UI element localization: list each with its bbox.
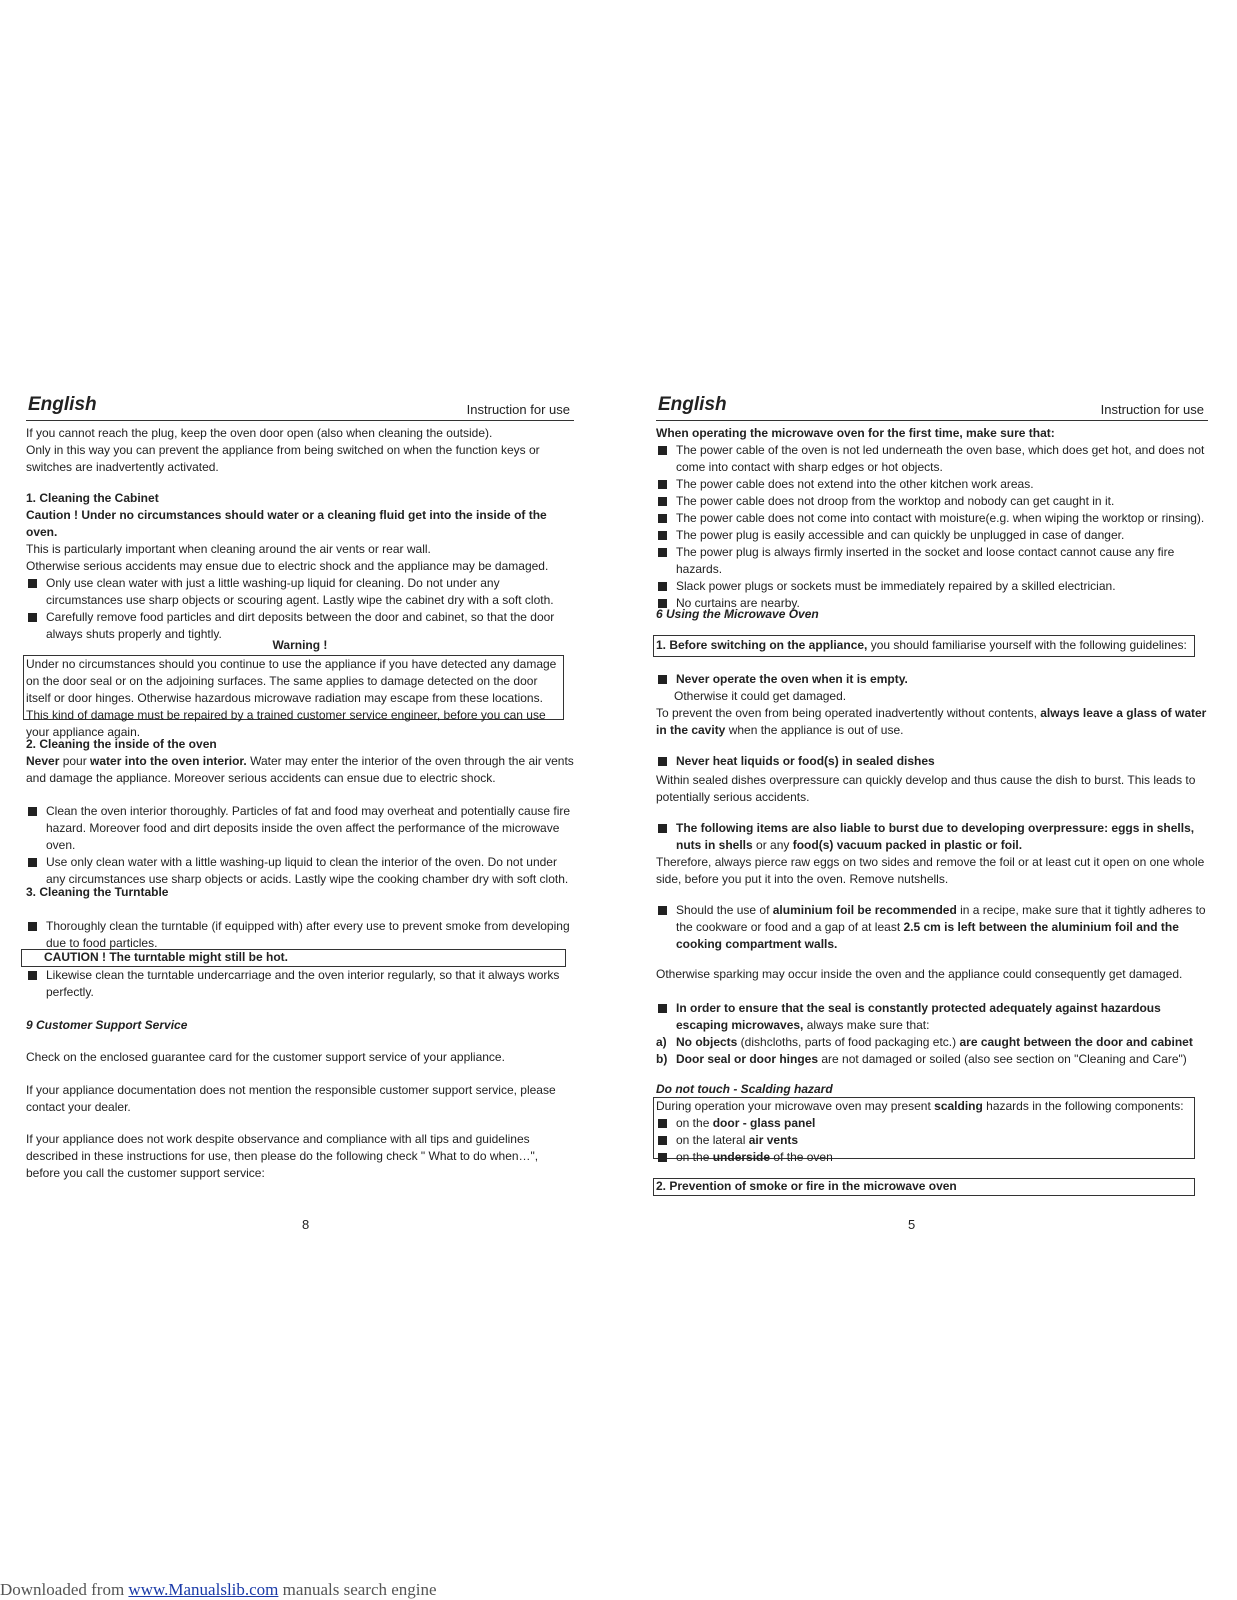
footer-prefix: Downloaded from — [0, 1580, 129, 1599]
list-item: Never heat liquids or food(s) in sealed dishes — [656, 753, 1208, 770]
page-number: 5 — [908, 1217, 916, 1232]
paragraph: Otherwise sparking may occur inside the oven and the appliance could consequently get damaged. — [656, 967, 1183, 981]
list-item: on the underside of the oven — [656, 1149, 1192, 1166]
list-item: b) Door seal or door hinges are not damaged or soiled (also see section on "Cleaning and Care") — [656, 1052, 1187, 1066]
list-item: The power plug is always firmly inserted in the socket and loose contact cannot cause any fire hazards. — [656, 544, 1208, 578]
list-item: In order to ensure that the seal is constantly protected adequately against hazardous escaping microwaves, always make sure that: — [656, 1000, 1208, 1034]
paragraph: If your appliance does not work despite observance and compliance with all tips and guidelines described in these instructions for use, then please do the following check " What to do when…", before you call the customer support service: — [26, 1132, 539, 1180]
bullet-square-icon — [658, 582, 667, 591]
bullet-square-icon — [658, 906, 667, 915]
right-page — [656, 393, 1208, 1193]
footer-suffix: manuals search engine — [278, 1580, 437, 1599]
language-label: English — [28, 394, 97, 415]
cabinet-section — [26, 490, 574, 643]
list-item: Slack power plugs or sockets must be immediately repaired by a skilled electrician. — [656, 578, 1208, 595]
paragraph: To prevent the oven from being operated inadvertently without contents, always leave a glass of water in the cavity when the appliance is out of use. — [656, 706, 1207, 737]
left-page — [26, 393, 574, 1180]
bullet-square-icon — [658, 1119, 667, 1128]
section-heading: 9 Customer Support Service — [26, 1018, 188, 1032]
list-item: on the lateral air vents — [656, 1132, 1192, 1149]
list-item: The power cable does not extend into the other kitchen work areas. — [656, 476, 1208, 493]
turntable-caution-box — [21, 949, 566, 967]
bullet-square-icon — [658, 548, 667, 557]
bullet-square-icon — [658, 497, 667, 506]
bullet-square-icon — [658, 531, 667, 540]
header-subtitle: Instruction for use — [466, 402, 570, 417]
bullet-square-icon — [658, 824, 667, 833]
bullet-square-icon — [658, 757, 667, 766]
section-heading: 1. Cleaning the Cabinet — [26, 491, 159, 505]
bullet-square-icon — [28, 807, 37, 816]
before-switching-box: 1. Before switching on the appliance, you should familiarise yourself with the following guidelines: — [653, 635, 1195, 657]
page-header — [26, 393, 574, 421]
paragraph: Check on the enclosed guarantee card for the customer support service of your appliance. — [26, 1050, 505, 1064]
download-footer — [0, 1581, 437, 1598]
section-heading: Do not touch - Scalding hazard — [656, 1082, 833, 1096]
bullet-square-icon — [658, 1004, 667, 1013]
paragraph: Otherwise serious accidents may ensue due to electric shock and the appliance may be damaged. — [26, 559, 549, 573]
first-time-section — [656, 425, 1208, 612]
intro-text — [26, 425, 574, 476]
paragraph: Therefore, always pierce raw eggs on two sides and remove the foil or at least cut it open on one whole side, before you put it into the oven. Remove nutshells. — [656, 855, 1205, 886]
paragraph: Within sealed dishes overpressure can quickly develop and thus cause the dish to burst. This leads to potentially serious accidents. — [656, 773, 1196, 804]
prevention-box — [653, 1178, 1195, 1196]
intro-line: If you cannot reach the plug, keep the oven door open (also when cleaning the outside). — [26, 426, 493, 440]
foil-section — [656, 902, 1208, 953]
section-heading: 6 Using the Microwave Oven — [656, 607, 819, 621]
bullet-square-icon — [28, 858, 37, 867]
list-item: The following items are also liable to burst due to developing overpressure: eggs in shells, nuts in shells or any food(s) vacuum packed in plastic or foil. — [656, 820, 1208, 854]
bullet-square-icon — [28, 579, 37, 588]
inside-section — [26, 736, 574, 787]
list-item: The power plug is easily accessible and can quickly be unplugged in case of danger. — [656, 527, 1208, 544]
list-item: The power cable of the oven is not led underneath the oven base, which does get hot, and does not come into contact with sharp edges or hot objects. — [656, 442, 1208, 476]
bullet-square-icon — [658, 514, 667, 523]
turntable-bullet — [26, 967, 574, 1001]
section-heading: 3. Cleaning the Turntable — [26, 885, 169, 899]
warning-box — [23, 655, 564, 739]
list-item: Thoroughly clean the turntable (if equipped with) after every use to prevent smoke from developing due to food particles. — [26, 918, 574, 952]
sealed-section — [656, 753, 1208, 806]
header-subtitle: Instruction for use — [1100, 402, 1204, 417]
page-header — [656, 393, 1208, 421]
list-item: Never operate the oven when it is empty. — [656, 671, 1208, 688]
bullet-square-icon — [658, 675, 667, 684]
bullet-square-icon — [658, 480, 667, 489]
section-heading: 2. Prevention of smoke or fire in the microwave oven — [656, 1179, 957, 1193]
seal-section — [656, 1000, 1208, 1068]
section-heading: 2. Cleaning the inside of the oven — [26, 737, 217, 751]
list-item: Carefully remove food particles and dirt deposits between the door and cabinet, so that the door always shuts properly and tightly. — [26, 609, 574, 643]
warning-text: Under no circumstances should you continue to use the appliance if you have detected any damage on the door seal or on the adjoining surfaces. The same applies to damage detected on the door itself or door hinges. Otherwise hazardous microwave radiation may escape from these locations. This kind of damage must be repaired by a trained customer service engineer, before you can use your appliance again. — [26, 657, 557, 739]
list-item: No curtains are nearby. — [656, 595, 1208, 612]
burst-section — [656, 820, 1208, 888]
caution-text: Caution ! Under no circumstances should water or a cleaning fluid get into the inside of the oven. — [26, 508, 547, 539]
bullet-square-icon — [28, 971, 37, 980]
paragraph: This is particularly important when cleaning around the air vents or rear wall. — [26, 542, 431, 556]
scalding-box — [653, 1097, 1195, 1164]
never-empty-section — [656, 671, 1208, 739]
list-item: Only use clean water with just a little washing-up liquid for cleaning. Do not under any circumstances use sharp objects or scouring agent. Lastly wipe the cabinet dry with a soft cloth. — [26, 575, 574, 609]
list-item: Use only clean water with a little washing-up liquid to clean the interior of the oven. Do not under any circumstances use sharp objects or acids. Lastly wipe the cooking chamber dry with soft cloth. — [26, 854, 574, 888]
turntable-bullet — [26, 918, 574, 952]
paragraph: Never pour water into the oven interior. Water may enter the interior of the oven through the air vents and damage the appliance. Moreover serious accidents can ensue due to electric shock. — [26, 754, 574, 785]
section-heading: When operating the microwave oven for the first time, make sure that: — [656, 426, 1055, 440]
list-item: The power cable does not droop from the worktop and nobody can get caught in it. — [656, 493, 1208, 510]
list-item: Should the use of aluminium foil be recommended in a recipe, make sure that it tightly adheres to the cookware or food and a gap of at least 2.5 cm is left between the aluminium foil and the cooking compartment walls. — [656, 902, 1208, 953]
list-item: The power cable does not come into contact with moisture(e.g. when wiping the worktop or rinsing). — [656, 510, 1208, 527]
list-item: Likewise clean the turntable undercarriage and the oven interior regularly, so that it always works perfectly. — [26, 967, 574, 1001]
paragraph: During operation your microwave oven may present scalding hazards in the following components: — [656, 1099, 1184, 1113]
paragraph: If your appliance documentation does not mention the responsible customer support service, please contact your dealer. — [26, 1083, 556, 1114]
language-label: English — [658, 394, 727, 415]
paragraph: Otherwise it could get damaged. — [674, 689, 847, 703]
inside-bullets — [26, 803, 574, 888]
list-item: on the door - glass panel — [656, 1115, 1192, 1132]
bullet-square-icon — [658, 446, 667, 455]
intro-line: Only in this way you can prevent the appliance from being switched on when the function keys or switches are inadvertently activated. — [26, 443, 540, 474]
page-number: 8 — [302, 1217, 310, 1232]
caution-text: CAUTION ! The turntable might still be hot. — [44, 950, 288, 964]
warning-title: Warning ! — [272, 638, 328, 652]
manualslib-link[interactable]: www.Manualslib.com — [128, 1580, 279, 1599]
bullet-square-icon — [28, 613, 37, 622]
bullet-square-icon — [658, 1153, 667, 1162]
list-item: a) No objects (dishcloths, parts of food packaging etc.) are caught between the door and cabinet — [656, 1035, 1193, 1049]
bullet-square-icon — [658, 1136, 667, 1145]
bullet-square-icon — [28, 922, 37, 931]
list-item: Clean the oven interior thoroughly. Particles of fat and food may overheat and potentially cause fire hazard. Moreover food and dirt deposits inside the oven affect the performance of the microwave oven. — [26, 803, 574, 854]
